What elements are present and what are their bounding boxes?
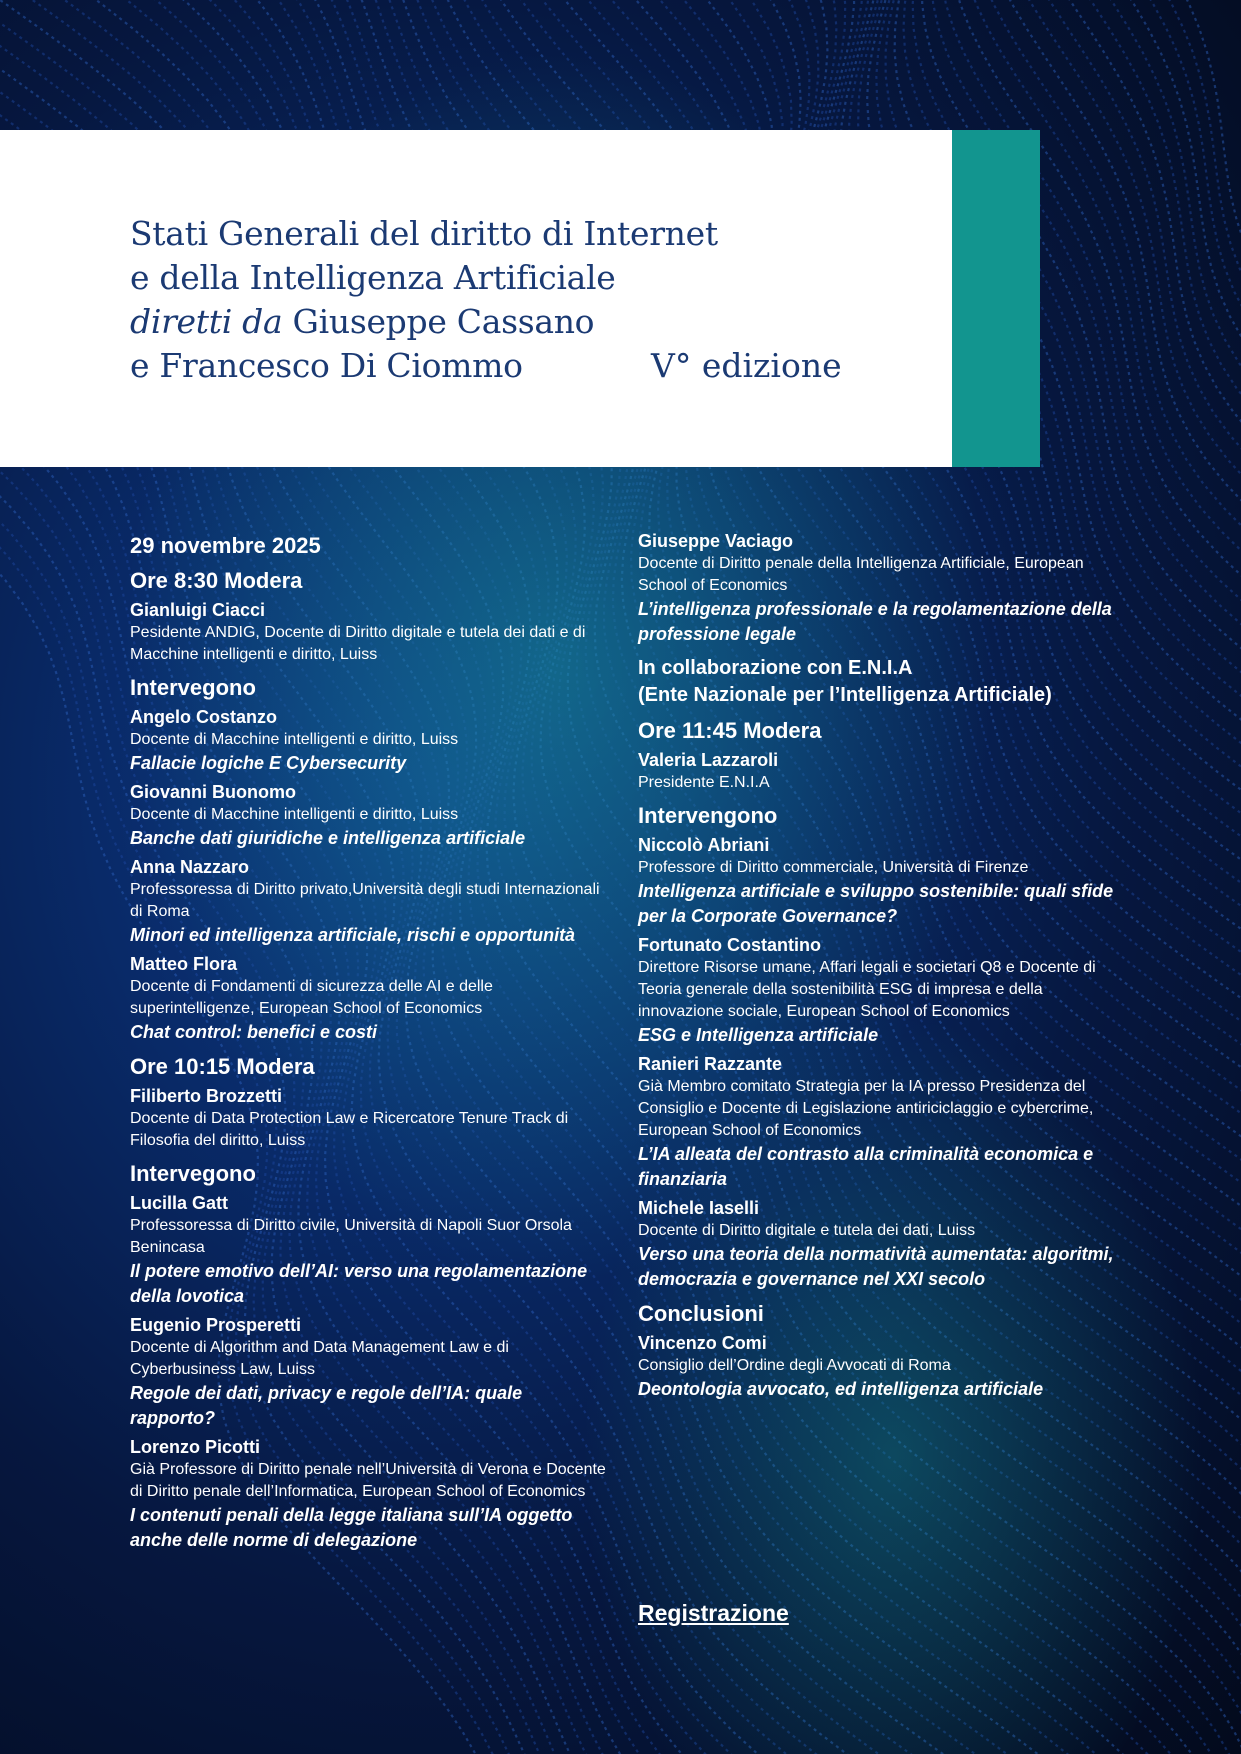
talk-title: ESG e Intelligenza artificiale (638, 1025, 879, 1045)
speaker-name: Ranieri Razzante (638, 1054, 783, 1074)
speaker-entry (130, 953, 610, 1045)
speaker-role: Professoressa di Diritto privato,Università degli studi Internazionali di Roma (130, 881, 600, 920)
speaker-entry (638, 934, 1118, 1048)
title-line-4: e Francesco Di Ciommo (130, 346, 523, 385)
collaboration-line-1: In collaborazione con E.N.I.A (638, 657, 913, 679)
speaker-name: Giuseppe Vaciago (638, 531, 794, 551)
moderator-name: Valeria Lazzaroli (638, 750, 779, 770)
conclusions-heading: Conclusioni (638, 1301, 764, 1326)
talk-title: Fallacie logiche E Cybersecurity (130, 753, 407, 773)
speaker-role: Già Membro comitato Strategia per la IA presso Presidenza del Consiglio e Docente di Legislazione antiriciclaggio e cybercrime, European School of Economics (638, 1078, 1094, 1139)
talk-title: Regole dei dati, privacy e regole dell’IA: quale rapporto? (130, 1383, 523, 1428)
speaker-role: Professoressa di Diritto civile, Università di Napoli Suor Orsola Benincasa (130, 1217, 572, 1256)
talk-title: L’IA alleata del contrasto alla criminalità economica e finanziaria (638, 1144, 1094, 1189)
title-directed-by: diretti da (130, 302, 283, 341)
collaboration-note (638, 655, 1118, 709)
title-line-1: Stati Generali del diritto di Internet (130, 214, 718, 253)
speaker-name: Fortunato Costantino (638, 935, 821, 955)
edition-label: V° edizione (651, 346, 842, 385)
speaker-name: Niccolò Abriani (638, 835, 770, 855)
session-3-heading: Ore 11:45 Modera (638, 718, 822, 743)
session-1-heading: Ore 8:30 Modera (130, 568, 303, 593)
event-date: 29 novembre 2025 (130, 533, 321, 558)
program-left-column (130, 531, 610, 1553)
talk-title: Deontologia avvocato, ed intelligenza artificiale (638, 1379, 1044, 1399)
title-line-2: e della Intelligenza Artificiale (130, 258, 616, 297)
talk-title: Intelligenza artificiale e sviluppo sostenibile: quali sfide per la Corporate Governance? (638, 881, 1114, 926)
talk-title: I contenuti penali della legge italiana sull’IA oggetto anche delle norme di delegazione (130, 1505, 573, 1550)
speakers-heading: Intervegono (130, 1161, 256, 1186)
speaker-role: Direttore Risorse umane, Affari legali e societari Q8 e Docente di Teoria generale della sostenibilità ESG di impresa e della innovazione sociale, European School of Economics (638, 959, 1096, 1020)
speakers-heading: Intervengono (638, 803, 778, 828)
speaker-role: Docente di Macchine intelligenti e diritto, Luiss (130, 806, 459, 823)
moderator-name: Gianluigi Ciacci (130, 600, 266, 620)
speakers-heading: Intervegono (130, 675, 256, 700)
talk-title: Minori ed intelligenza artificiale, rischi e opportunità (130, 925, 576, 945)
moderator-role: Pesidente ANDIG, Docente di Diritto digitale e tutela dei dati e di Macchine intelligenti e diritto, Luiss (130, 624, 586, 663)
speaker-name: Lucilla Gatt (130, 1193, 229, 1213)
speaker-entry (130, 706, 610, 776)
speaker-entry (638, 1197, 1118, 1292)
speaker-name: Anna Nazzaro (130, 857, 250, 877)
speaker-name: Lorenzo Picotti (130, 1437, 260, 1457)
speaker-entry (130, 1436, 610, 1553)
session-2-heading: Ore 10:15 Modera (130, 1054, 315, 1079)
speaker-role: Docente di Diritto digitale e tutela dei dati, Luiss (638, 1222, 976, 1239)
speaker-entry (130, 1192, 610, 1309)
talk-title: L’intelligenza professionale e la regolamentazione della professione legale (638, 599, 1112, 644)
speaker-role: Docente di Diritto penale della Intelligenza Artificiale, European School of Economics (638, 555, 1084, 594)
speaker-entry (638, 1053, 1118, 1192)
title-directors-1: Giuseppe Cassano (282, 302, 595, 341)
moderator-role: Docente di Data Protection Law e Ricercatore Tenure Track di Filosofia del diritto, Luiss (130, 1110, 569, 1149)
registration-link[interactable]: Registrazione (638, 1600, 789, 1626)
speaker-name: Eugenio Prosperetti (130, 1315, 302, 1335)
collaboration-line-2: (Ente Nazionale per l’Intelligenza Artificiale) (638, 684, 1052, 706)
talk-title: Il potere emotivo dell’AI: verso una regolamentazione della lovotica (130, 1261, 588, 1306)
speaker-name: Angelo Costanzo (130, 707, 277, 727)
speaker-entry (130, 1314, 610, 1431)
moderator-name: Filiberto Brozzetti (130, 1086, 282, 1106)
talk-title: Banche dati giuridiche e intelligenza artificiale (130, 828, 526, 848)
speaker-name: Giovanni Buonomo (130, 782, 296, 802)
speaker-entry (638, 530, 1118, 647)
speaker-name: Michele Iaselli (638, 1198, 760, 1218)
speaker-role: Docente di Fondamenti di sicurezza delle AI e delle superintelligenze, European School of Economics (130, 978, 493, 1017)
program-right-column (638, 530, 1118, 1402)
speaker-name: Vincenzo Comi (638, 1333, 767, 1353)
title-line-3 (130, 300, 718, 344)
talk-title: Verso una teoria della normatività aumentata: algoritmi, democrazia e governance nel XXI secolo (638, 1244, 1114, 1289)
speaker-entry (130, 781, 610, 851)
speaker-role: Consiglio dell’Ordine degli Avvocati di Roma (638, 1357, 951, 1374)
event-title (130, 212, 718, 388)
speaker-role: Docente di Algorithm and Data Management Law e di Cyberbusiness Law, Luiss (130, 1339, 509, 1378)
speaker-role: Già Professore di Diritto penale nell’Università di Verona e Docente di Diritto penale dell’Informatica, European School of Economics (130, 1461, 606, 1500)
header-accent-bar (952, 130, 1040, 467)
talk-title: Chat control: benefici e costi (130, 1022, 378, 1042)
speaker-role: Professore di Diritto commerciale, Università di Firenze (638, 859, 1029, 876)
speaker-role: Docente di Macchine intelligenti e diritto, Luiss (130, 731, 459, 748)
speaker-name: Matteo Flora (130, 954, 238, 974)
speaker-entry (638, 834, 1118, 929)
speaker-entry (130, 856, 610, 948)
moderator-role: Presidente E.N.I.A (638, 774, 770, 791)
